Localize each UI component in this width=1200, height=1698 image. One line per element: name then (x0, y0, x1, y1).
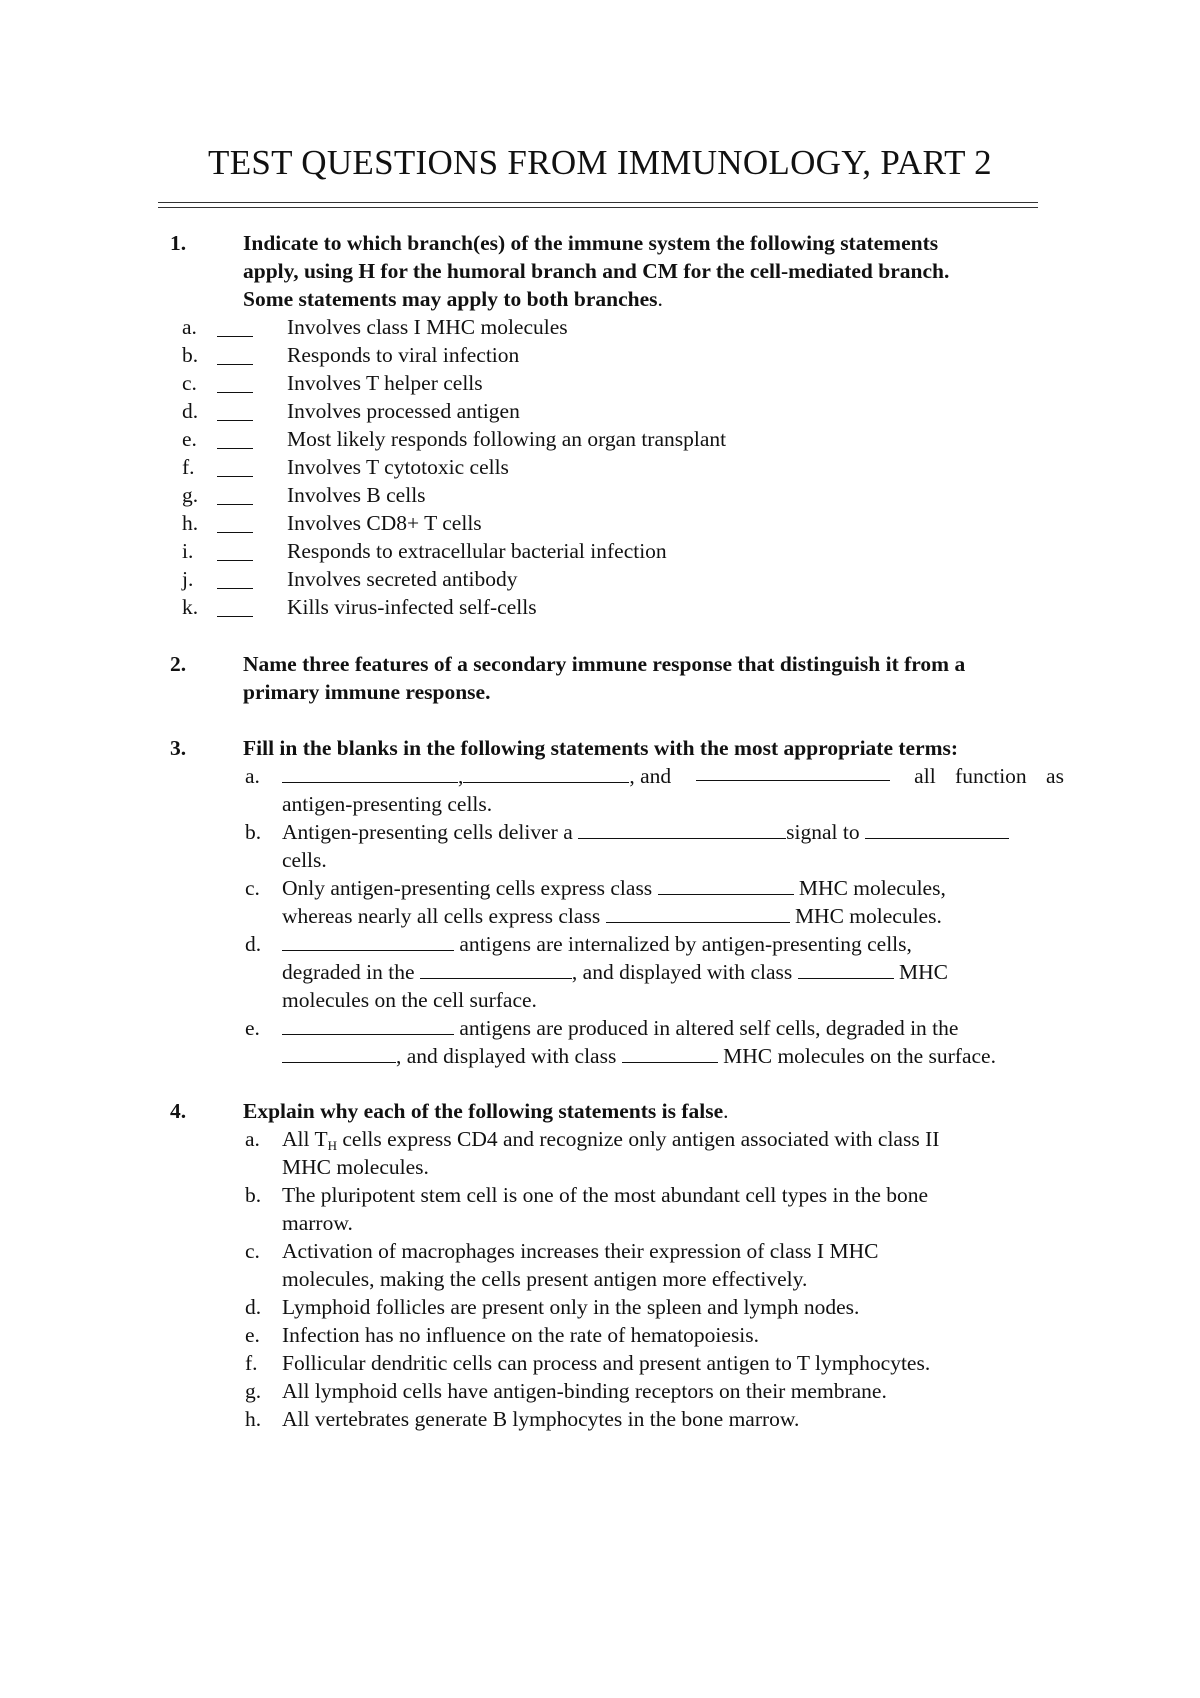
question-1-item-letter: i. (182, 539, 194, 563)
question-4-number: 4. (170, 1099, 187, 1123)
question-3b-letter: b. (245, 820, 262, 844)
question-1-item-text: Involves secreted antibody (287, 567, 518, 591)
question-3d-line-2: degraded in the , and displayed with class MHC (282, 960, 948, 984)
fill-blank[interactable] (463, 764, 629, 783)
question-1-text-line-1: Indicate to which branch(es) of the immune system the following statements (243, 231, 939, 255)
question-3b-line-1: Antigen-presenting cells deliver a signal to (282, 818, 1009, 846)
fill-blank[interactable] (658, 876, 794, 895)
question-1-item-letter: h. (182, 511, 199, 535)
fill-blank[interactable] (798, 960, 894, 979)
question-3d-line-1: antigens are internalized by antigen-presenting cells, (282, 930, 912, 958)
question-4b-line-2: marrow. (282, 1211, 353, 1235)
question-4c-letter: c. (245, 1239, 260, 1263)
question-4g-letter: g. (245, 1379, 262, 1403)
question-4d-line-1: Lymphoid follicles are present only in the spleen and lymph nodes. (282, 1295, 860, 1319)
question-2-number: 2. (170, 652, 187, 676)
fill-blank[interactable] (696, 762, 890, 781)
answer-blank[interactable] (217, 542, 253, 561)
question-4c-line-2: molecules, making the cells present antigen more effectively. (282, 1267, 808, 1291)
question-1-item-text: Involves class I MHC molecules (287, 315, 568, 339)
fill-blank[interactable] (282, 1044, 396, 1063)
question-3d-letter: d. (245, 932, 262, 956)
fill-blank[interactable] (578, 820, 786, 839)
question-1-item-letter: j. (182, 567, 194, 591)
answer-blank[interactable] (217, 458, 253, 477)
question-1-item-letter: d. (182, 399, 199, 423)
question-1-number: 1. (170, 231, 187, 255)
question-3c-letter: c. (245, 876, 260, 900)
question-1-item-letter: b. (182, 343, 199, 367)
question-1-item-letter: g. (182, 483, 199, 507)
question-1-item-text: Responds to extracellular bacterial infection (287, 539, 667, 563)
question-3a-line-1: , , and all function as (282, 762, 1064, 790)
answer-blank[interactable] (217, 318, 253, 337)
question-3e-line-1: antigens are produced in altered self cells, degraded in the (282, 1014, 958, 1042)
question-2-text-line-2: primary immune response. (243, 680, 491, 704)
fill-blank[interactable] (865, 820, 1009, 839)
answer-blank[interactable] (217, 570, 253, 589)
question-1-item-letter: k. (182, 595, 199, 619)
question-4d-letter: d. (245, 1295, 262, 1319)
fill-blank[interactable] (622, 1044, 718, 1063)
answer-blank[interactable] (217, 402, 253, 421)
answer-blank[interactable] (217, 346, 253, 365)
question-3e-letter: e. (245, 1016, 260, 1040)
question-1-item-text: Involves B cells (287, 483, 426, 507)
question-4f-letter: f. (245, 1351, 258, 1375)
double-rule-divider (158, 202, 1038, 208)
question-3a-line-2: antigen-presenting cells. (282, 792, 493, 816)
fill-blank[interactable] (420, 960, 572, 979)
answer-blank[interactable] (217, 486, 253, 505)
question-1-text-line-3: Some statements may apply to both branches. (243, 287, 663, 311)
question-3b-line-2: cells. (282, 848, 327, 872)
question-3d-line-3: molecules on the cell surface. (282, 988, 537, 1012)
question-4h-letter: h. (245, 1407, 262, 1431)
question-1-item-text: Involves T cytotoxic cells (287, 455, 509, 479)
question-4b-letter: b. (245, 1183, 262, 1207)
question-1-item-text: Most likely responds following an organ transplant (287, 427, 727, 451)
question-1-item-text: Involves processed antigen (287, 399, 520, 423)
question-4f-line-1: Follicular dendritic cells can process and present antigen to T lymphocytes. (282, 1351, 931, 1375)
question-1-item-letter: c. (182, 371, 197, 395)
question-1-item-letter: e. (182, 427, 197, 451)
question-1-item-text: Kills virus-infected self-cells (287, 595, 537, 619)
question-4g-line-1: All lymphoid cells have antigen-binding receptors on their membrane. (282, 1379, 887, 1403)
question-3e-line-2: , and displayed with class MHC molecules on the surface. (282, 1042, 996, 1070)
question-1-item-text: Involves CD8+ T cells (287, 511, 482, 535)
question-4b-line-1: The pluripotent stem cell is one of the most abundant cell types in the bone (282, 1183, 929, 1207)
question-1-item-text: Involves T helper cells (287, 371, 483, 395)
question-3a-letter: a. (245, 764, 260, 788)
question-3-heading: Fill in the blanks in the following statements with the most appropriate terms: (243, 736, 959, 760)
question-2-text-line-1: Name three features of a secondary immune response that distinguish it from a (243, 652, 966, 676)
page-title: TEST QUESTIONS FROM IMMUNOLOGY, PART 2 (208, 143, 992, 182)
question-4a-letter: a. (245, 1127, 260, 1151)
question-1-text-line-2: apply, using H for the humoral branch and CM for the cell-mediated branch. (243, 259, 950, 283)
question-1-item-letter: f. (182, 455, 195, 479)
question-3-number: 3. (170, 736, 187, 760)
answer-blank[interactable] (217, 514, 253, 533)
question-4a-line-2: MHC molecules. (282, 1155, 429, 1179)
fill-blank[interactable] (282, 764, 458, 783)
question-4e-letter: e. (245, 1323, 260, 1347)
fill-blank[interactable] (282, 1016, 454, 1035)
question-4c-line-1: Activation of macrophages increases their expression of class I MHC (282, 1239, 879, 1263)
question-1-item-letter: a. (182, 315, 197, 339)
question-1-item-text: Responds to viral infection (287, 343, 520, 367)
question-3c-line-1: Only antigen-presenting cells express class MHC molecules, (282, 876, 946, 900)
answer-blank[interactable] (217, 374, 253, 393)
question-3c-line-2: whereas nearly all cells express class MHC molecules. (282, 904, 942, 928)
fill-blank[interactable] (282, 932, 454, 951)
fill-blank[interactable] (606, 904, 790, 923)
question-4-heading: Explain why each of the following statements is false. (243, 1099, 729, 1123)
answer-blank[interactable] (217, 598, 253, 617)
question-4a-line-1: All $T_H$ cells express CD4 and recognize only antigen associated with class II (282, 1127, 940, 1153)
answer-blank[interactable] (217, 430, 253, 449)
question-4h-line-1: All vertebrates generate B lymphocytes in the bone marrow. (282, 1407, 800, 1431)
question-4e-line-1: Infection has no influence on the rate of hematopoiesis. (282, 1323, 760, 1347)
